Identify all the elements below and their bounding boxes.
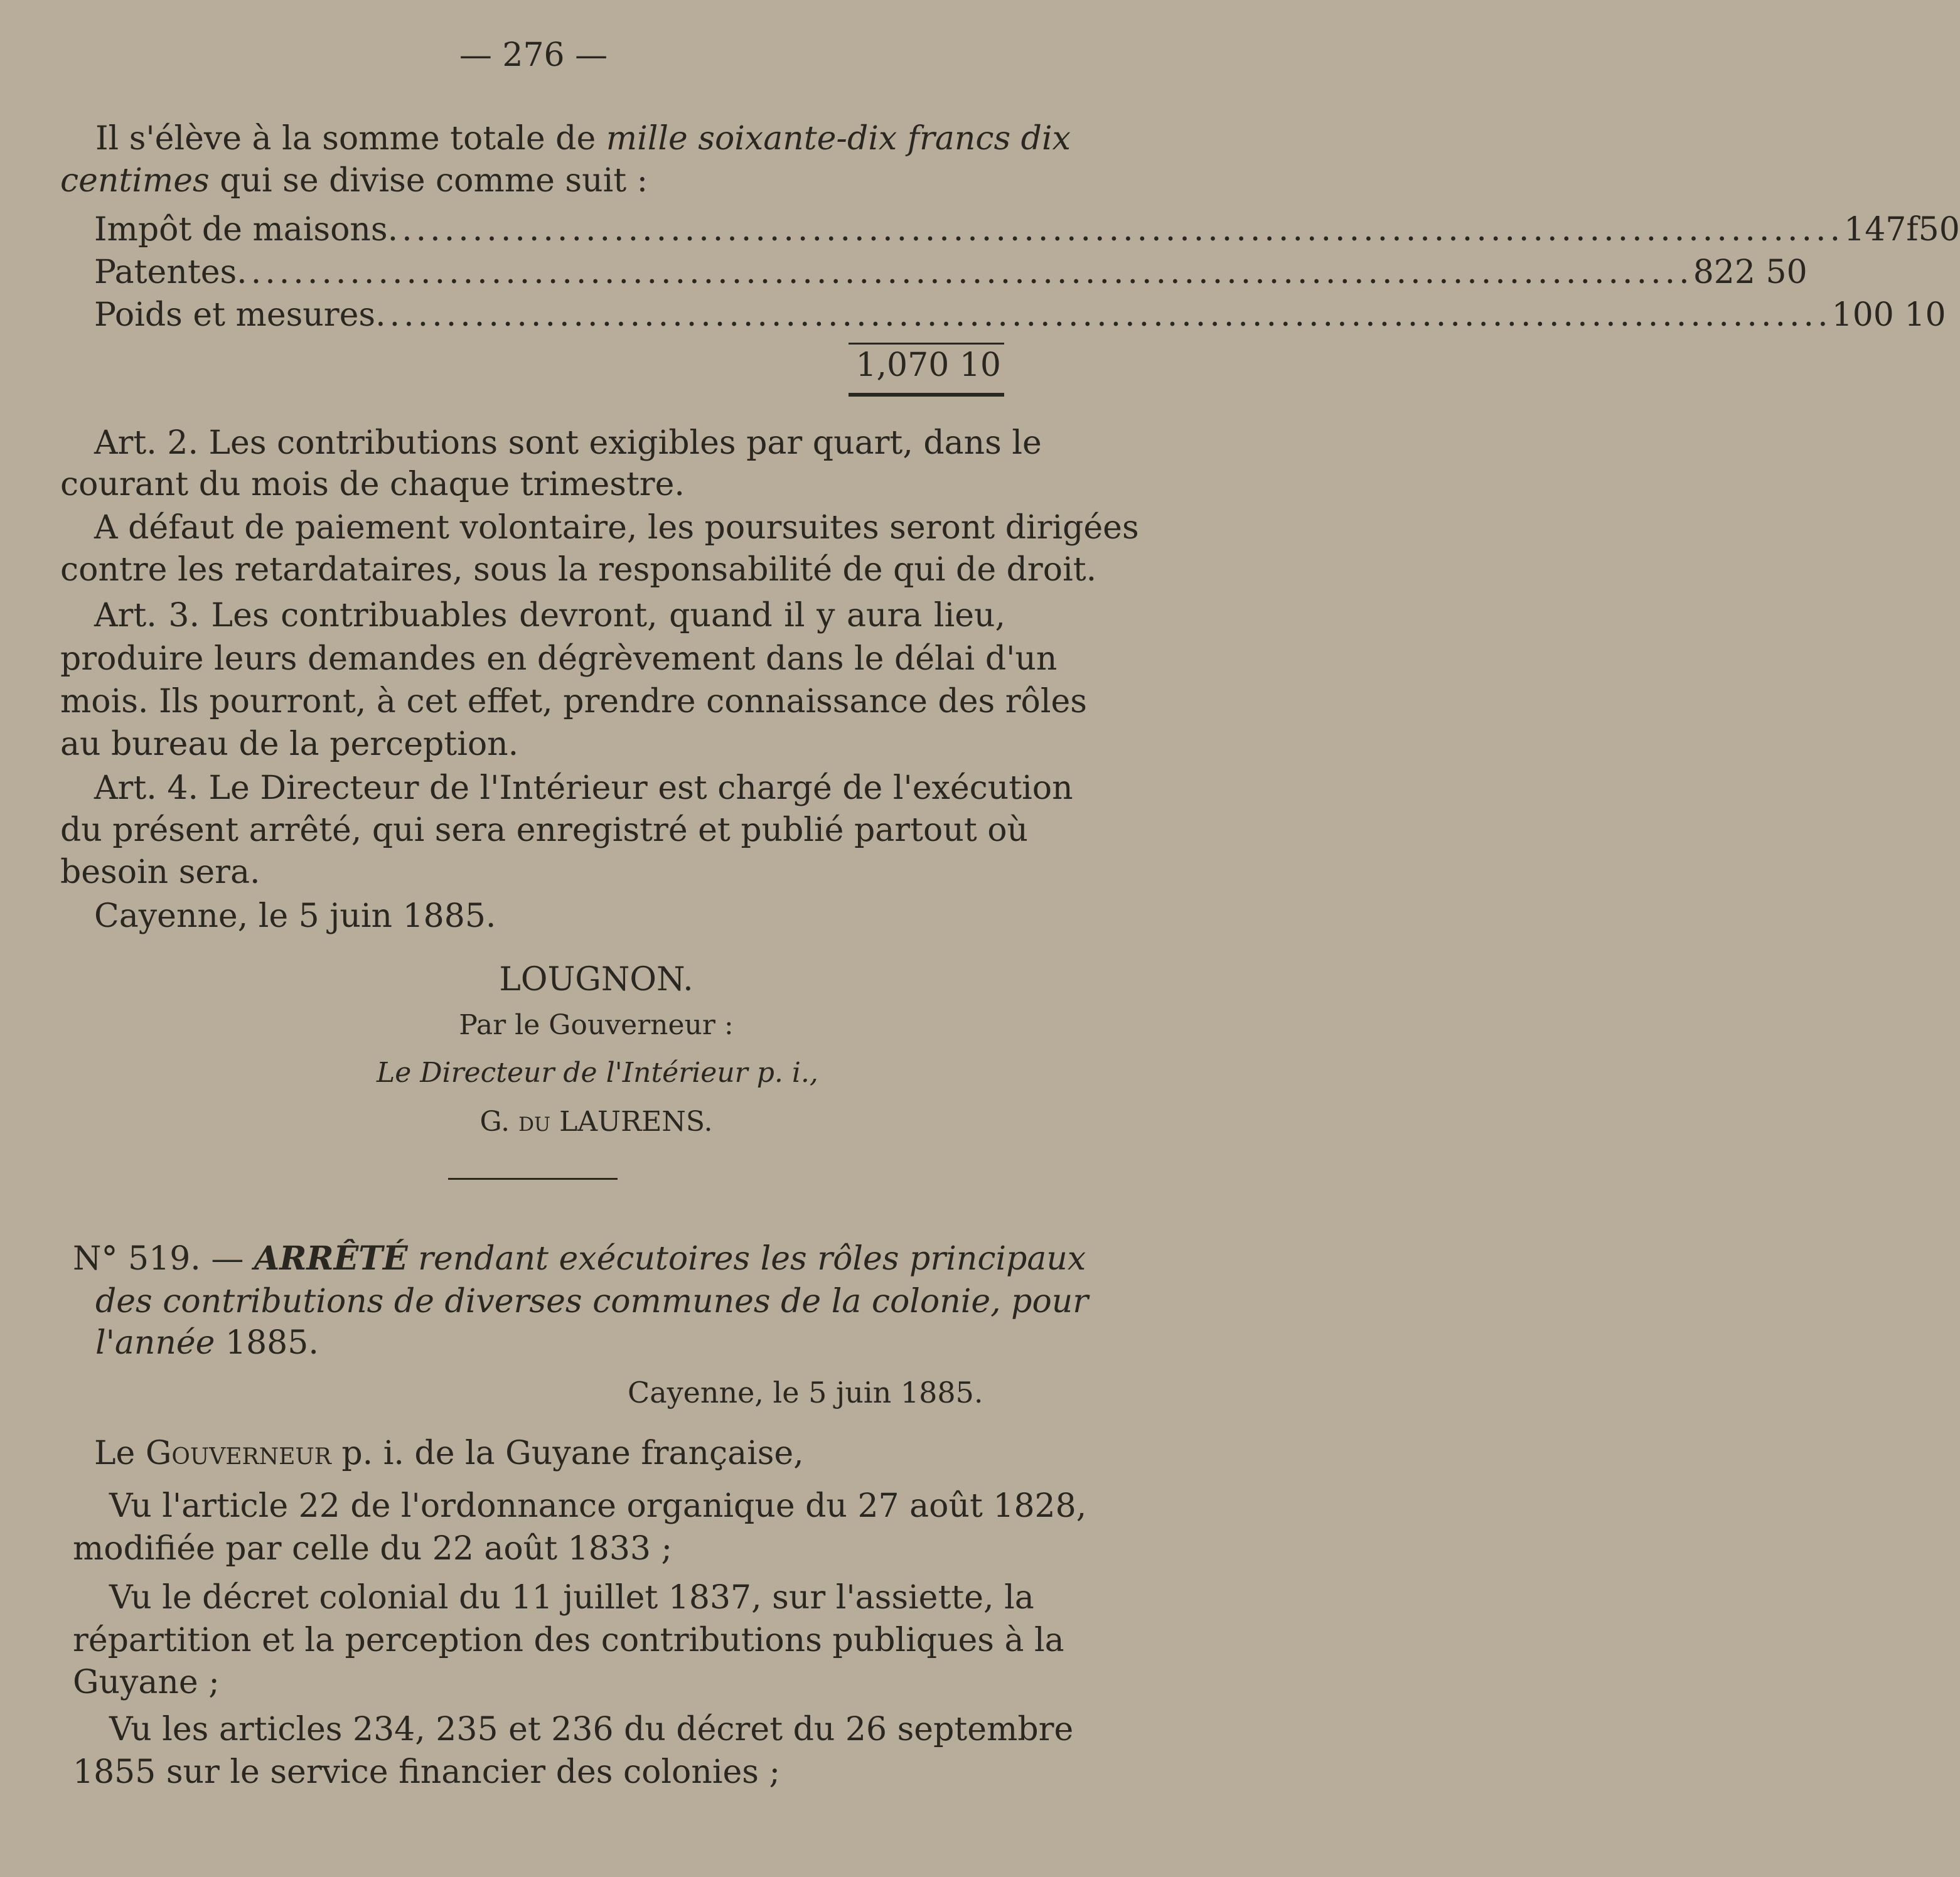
decree-title-line-1 (73, 1239, 1086, 1278)
art4-line-3: besoin sera. (60, 853, 260, 891)
signatory-initial: G. (479, 1106, 519, 1138)
intro-amount-words: mille soixante-dix francs dix (606, 120, 1071, 158)
defaut-line-1: A défaut de paiement volontaire, les poursuites seront dirigées (94, 509, 1139, 547)
tax-row-maisons (94, 211, 1960, 249)
director-title (377, 1059, 816, 1087)
tax-label: Patentes (94, 254, 237, 291)
intro-line-1 (95, 120, 1071, 158)
place-date: Cayenne, le 5 juin 1885. (94, 897, 496, 935)
vu2-line-2: répartition et la perception des contributions publiques à la (73, 1622, 1064, 1659)
decree-number: N° 519. — (73, 1240, 254, 1278)
vu3-line-2: 1855 sur le service financier des colonies ; (73, 1753, 780, 1791)
art3-line-2: produire leurs demandes en dégrèvement dans le délai d'un (60, 640, 1058, 678)
decree-title-line-3 (95, 1324, 319, 1362)
art3-line-4: au bureau de la perception. (60, 725, 519, 763)
decree-title-text: des contributions de diverses communes de la colonie, pour (95, 1283, 1089, 1320)
intro-line-2 (60, 162, 648, 200)
tax-amount: 147f50 (1844, 211, 1960, 249)
art4-line-2: du présent arrêté, qui sera enregistré et publié partout où (60, 811, 1029, 849)
decree-title-text: rendant exécutoires les rôles principaux (407, 1240, 1086, 1278)
tax-amount: 822 50 (1693, 254, 1807, 291)
tax-total: 1,070 10 (855, 346, 1001, 384)
decree-type: ARRÊTÉ (254, 1239, 408, 1278)
intro-amount-words-cont: centimes (60, 162, 210, 200)
art2-line-1: Art. 2. Les contributions sont exigibles par quart, dans le (94, 424, 1042, 462)
vu2-line-1: Vu le décret colonial du 11 juillet 1837, sur l'assiette, la (109, 1579, 1034, 1617)
tax-row-poids-mesures (94, 296, 1946, 334)
leader-dots: ....................................................................................................... (375, 296, 1832, 334)
signatory (439, 1108, 753, 1136)
art3-line-3: mois. Ils pourront, à cet effet, prendre connaissance des rôles (60, 683, 1087, 720)
decree-dateline: Cayenne, le 5 juin 1885. (628, 1376, 983, 1409)
governor-signature: LOUGNON. (499, 961, 693, 998)
leader-dots: ....................................................................................................... (237, 254, 1693, 291)
preamble-title: Gouverneur (145, 1435, 331, 1472)
decree-title-line-2 (95, 1283, 1089, 1320)
art2-line-2: courant du mois de chaque trimestre. (60, 466, 685, 503)
vu1-line-1: Vu l'article 22 de l'ordonnance organique du 27 août 1828, (109, 1487, 1087, 1525)
by-line: Par le Gouverneur : (459, 1009, 734, 1041)
tax-label: Poids et mesures (94, 296, 376, 334)
total-double-rule (849, 393, 1004, 397)
art4-line-1: Art. 4. Le Directeur de l'Intérieur est chargé de l'exécution (94, 769, 1073, 807)
section-divider (448, 1178, 618, 1180)
tax-amount: 100 10 (1831, 296, 1946, 334)
vu1-line-2: modifiée par celle du 22 août 1833 ; (73, 1530, 673, 1568)
sum-rule (849, 343, 1004, 345)
page-number: — 276 — (459, 36, 608, 74)
leader-dots: ....................................................................................................... (387, 211, 1845, 249)
art3-line-1: Art. 3. Les contribuables devront, quand il y aura lieu, (94, 597, 1005, 634)
signatory-particle: du (518, 1106, 551, 1138)
vu2-line-3: Guyane ; (73, 1664, 220, 1701)
signatory-surname: LAURENS. (550, 1106, 713, 1138)
tax-label: Impôt de maisons (94, 211, 388, 249)
preamble-le: Le (94, 1435, 146, 1472)
preamble-rest: p. i. de la Guyane française, (331, 1435, 804, 1472)
preamble (94, 1437, 804, 1470)
intro-text: Il s'élève à la somme totale de (95, 120, 606, 158)
defaut-line-2: contre les retardataires, sous la responsabilité de qui de droit. (60, 551, 1097, 589)
vu3-line-1: Vu les articles 234, 235 et 236 du décret du 26 septembre (109, 1711, 1074, 1748)
director-title-text: Le Directeur de l'Intérieur p. i., (377, 1057, 818, 1089)
decree-year: 1885. (215, 1324, 319, 1362)
decree-title-text: l'année (95, 1324, 215, 1362)
intro-text-cont: qui se divise comme suit : (209, 162, 648, 200)
tax-row-patentes (94, 254, 1807, 291)
